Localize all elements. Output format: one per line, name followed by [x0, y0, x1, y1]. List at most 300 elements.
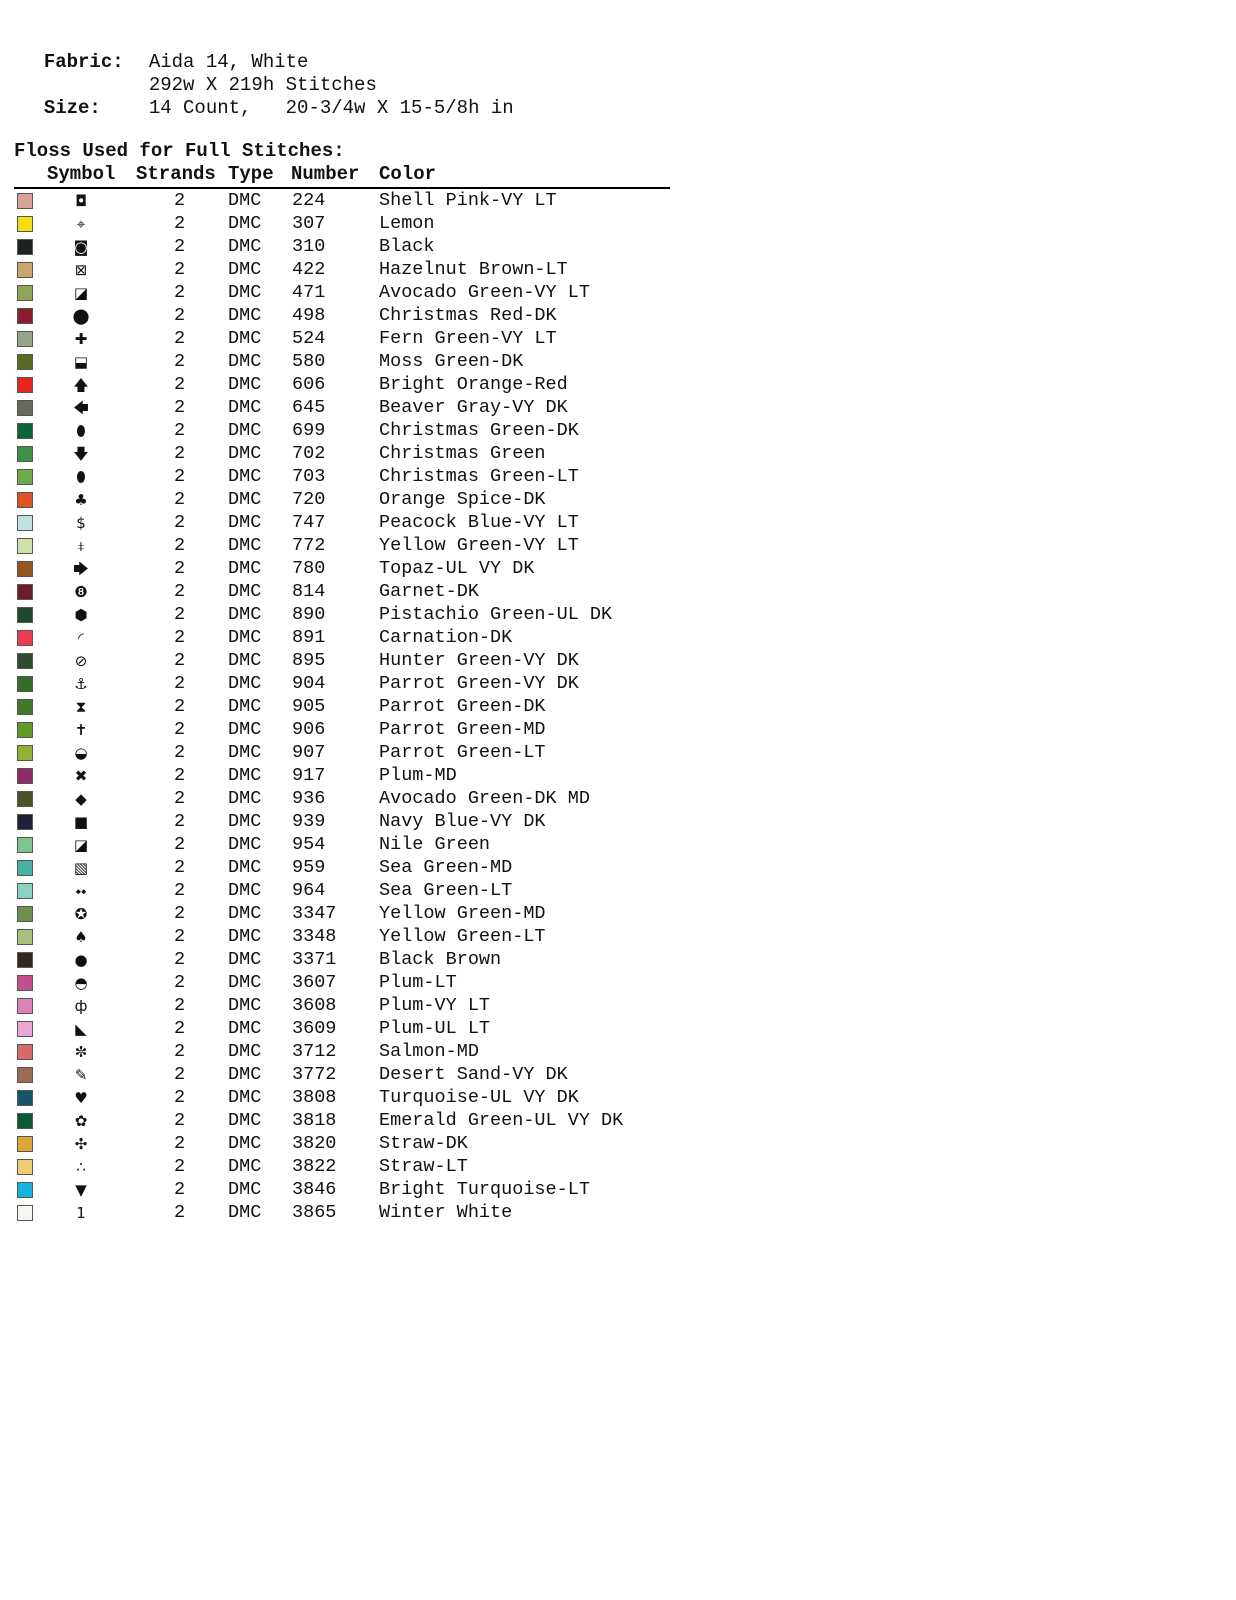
color-swatch — [17, 285, 33, 301]
strands-value: 2 — [174, 765, 186, 786]
number-value: 699 — [292, 420, 326, 441]
table-row — [14, 742, 670, 765]
table-row — [14, 972, 670, 995]
type-value: DMC — [228, 627, 262, 648]
number-value: 3865 — [292, 1202, 337, 1223]
symbol-glyph: ◜ — [78, 629, 84, 647]
col-strands: Strands — [136, 163, 216, 185]
color-name: Emerald Green-UL VY DK — [379, 1110, 624, 1131]
number-value: 907 — [292, 742, 326, 763]
number-value: 3820 — [292, 1133, 337, 1154]
color-name: Salmon-MD — [379, 1041, 479, 1062]
number-value: 747 — [292, 512, 326, 533]
col-color: Color — [379, 163, 437, 185]
type-value: DMC — [228, 328, 262, 349]
floss-table — [14, 190, 670, 1225]
table-row — [14, 880, 670, 903]
table-row — [14, 1156, 670, 1179]
type-value: DMC — [228, 903, 262, 924]
type-value: DMC — [228, 374, 262, 395]
strands-value: 2 — [174, 857, 186, 878]
color-swatch — [17, 492, 33, 508]
symbol-glyph: ◒ — [74, 744, 88, 762]
type-value: DMC — [228, 282, 262, 303]
type-value: DMC — [228, 995, 262, 1016]
number-value: 3348 — [292, 926, 337, 947]
symbol-glyph: ▼ — [75, 1181, 87, 1199]
type-value: DMC — [228, 673, 262, 694]
table-header — [14, 163, 670, 189]
number-value: 524 — [292, 328, 326, 349]
color-name: Black Brown — [379, 949, 502, 970]
symbol-glyph: $ — [76, 514, 86, 532]
color-name: Bright Turquoise-LT — [379, 1179, 590, 1200]
col-number: Number — [291, 163, 360, 185]
size-line — [21, 74, 514, 120]
type-value: DMC — [228, 926, 262, 947]
strands-value: 2 — [174, 995, 186, 1016]
type-value: DMC — [228, 1133, 262, 1154]
symbol-glyph: ✼ — [74, 1043, 88, 1061]
color-name: Parrot Green-MD — [379, 719, 546, 740]
strands-value: 2 — [174, 604, 186, 625]
type-value: DMC — [228, 351, 262, 372]
strands-value: 2 — [174, 1087, 186, 1108]
symbol-glyph: ◪ — [73, 284, 89, 302]
color-swatch — [17, 975, 33, 991]
strands-value: 2 — [174, 1202, 186, 1223]
color-name: Plum-UL LT — [379, 1018, 491, 1039]
strands-value: 2 — [174, 420, 186, 441]
type-value: DMC — [228, 259, 262, 280]
number-value: 702 — [292, 443, 326, 464]
table-row — [14, 765, 670, 788]
color-swatch — [17, 722, 33, 738]
symbol-glyph: ✣ — [74, 1135, 88, 1153]
number-value: 964 — [292, 880, 326, 901]
strands-value: 2 — [174, 834, 186, 855]
type-value: DMC — [228, 719, 262, 740]
table-row — [14, 1110, 670, 1133]
symbol-glyph: ✖ — [74, 767, 88, 785]
number-value: 703 — [292, 466, 326, 487]
symbol-glyph: ⬮ — [76, 468, 86, 486]
type-value: DMC — [228, 558, 262, 579]
color-swatch — [17, 469, 33, 485]
number-value: 3607 — [292, 972, 337, 993]
color-swatch — [17, 607, 33, 623]
type-value: DMC — [228, 443, 262, 464]
type-value: DMC — [228, 535, 262, 556]
table-row — [14, 627, 670, 650]
type-value: DMC — [228, 190, 262, 211]
strands-value: 2 — [174, 1064, 186, 1085]
color-name: Moss Green-DK — [379, 351, 524, 372]
color-swatch — [17, 262, 33, 278]
color-swatch — [17, 1021, 33, 1037]
type-value: DMC — [228, 811, 262, 832]
number-value: 3772 — [292, 1064, 337, 1085]
type-value: DMC — [228, 742, 262, 763]
number-value: 3808 — [292, 1087, 337, 1108]
table-row — [14, 328, 670, 351]
table-row — [14, 236, 670, 259]
symbol-glyph: ∴ — [76, 1158, 86, 1176]
color-name: Plum-LT — [379, 972, 457, 993]
symbol-glyph: ♣ — [74, 491, 88, 509]
color-name: Fern Green-VY LT — [379, 328, 557, 349]
type-value: DMC — [228, 213, 262, 234]
color-swatch — [17, 446, 33, 462]
table-row — [14, 512, 670, 535]
type-value: DMC — [228, 1110, 262, 1131]
strands-value: 2 — [174, 742, 186, 763]
fabric-value: Aida 14, White — [148, 51, 309, 73]
strands-value: 2 — [174, 627, 186, 648]
color-name: Yellow Green-MD — [379, 903, 546, 924]
symbol-glyph: ф — [74, 997, 88, 1015]
symbol-glyph: ⚓ — [74, 675, 88, 693]
size-label: Size: — [43, 97, 101, 119]
strands-value: 2 — [174, 949, 186, 970]
type-value: DMC — [228, 236, 262, 257]
color-name: Christmas Green-LT — [379, 466, 579, 487]
color-swatch — [17, 998, 33, 1014]
color-swatch — [17, 354, 33, 370]
symbol-glyph: ◆ — [75, 790, 87, 808]
color-name: Garnet-DK — [379, 581, 479, 602]
color-swatch — [17, 1090, 33, 1106]
number-value: 471 — [292, 282, 326, 303]
strands-value: 2 — [174, 397, 186, 418]
color-name: Avocado Green-DK MD — [379, 788, 590, 809]
color-swatch — [17, 1136, 33, 1152]
type-value: DMC — [228, 397, 262, 418]
color-swatch — [17, 423, 33, 439]
color-swatch — [17, 791, 33, 807]
color-swatch — [17, 1067, 33, 1083]
symbol-glyph: ⬢ — [74, 606, 88, 624]
number-value: 498 — [292, 305, 326, 326]
color-swatch — [17, 515, 33, 531]
color-name: Hunter Green-VY DK — [379, 650, 579, 671]
symbol-glyph: ✿ — [74, 1112, 88, 1130]
number-value: 890 — [292, 604, 326, 625]
symbol-glyph: ◣ — [75, 1020, 87, 1038]
strands-value: 2 — [174, 788, 186, 809]
type-value: DMC — [228, 857, 262, 878]
color-swatch — [17, 308, 33, 324]
type-value: DMC — [228, 581, 262, 602]
number-value: 772 — [292, 535, 326, 556]
symbol-glyph: ⧧ — [77, 537, 85, 555]
strands-value: 2 — [174, 1110, 186, 1131]
color-swatch — [17, 676, 33, 692]
symbol-glyph: ⬩⬩ — [75, 882, 87, 900]
strands-value: 2 — [174, 466, 186, 487]
type-value: DMC — [228, 696, 262, 717]
color-swatch — [17, 952, 33, 968]
number-value: 891 — [292, 627, 326, 648]
number-value: 959 — [292, 857, 326, 878]
number-value: 814 — [292, 581, 326, 602]
number-value: 917 — [292, 765, 326, 786]
table-row — [14, 949, 670, 972]
type-value: DMC — [228, 1179, 262, 1200]
number-value: 3712 — [292, 1041, 337, 1062]
type-value: DMC — [228, 604, 262, 625]
table-row — [14, 673, 670, 696]
color-swatch — [17, 1205, 33, 1221]
stitches-value: 292w X 219h Stitches — [148, 74, 377, 96]
color-swatch — [17, 814, 33, 830]
number-value: 780 — [292, 558, 326, 579]
type-value: DMC — [228, 489, 262, 510]
type-value: DMC — [228, 650, 262, 671]
table-row — [14, 466, 670, 489]
color-name: Parrot Green-LT — [379, 742, 546, 763]
strands-value: 2 — [174, 282, 186, 303]
symbol-glyph: ◙ — [73, 238, 89, 256]
strands-value: 2 — [174, 259, 186, 280]
fabric-label: Fabric: — [43, 51, 124, 73]
table-row — [14, 351, 670, 374]
strands-value: 2 — [174, 903, 186, 924]
number-value: 310 — [292, 236, 326, 257]
table-row — [14, 374, 670, 397]
color-swatch — [17, 929, 33, 945]
color-name: Black — [379, 236, 435, 257]
type-value: DMC — [228, 880, 262, 901]
type-value: DMC — [228, 834, 262, 855]
symbol-glyph: ⊠ — [74, 261, 88, 279]
color-name: Pistachio Green-UL DK — [379, 604, 613, 625]
col-symbol: Symbol — [47, 163, 116, 185]
color-name: Sea Green-MD — [379, 857, 513, 878]
symbol-glyph: 🡅 — [73, 376, 89, 394]
strands-value: 2 — [174, 1041, 186, 1062]
symbol-glyph: ✚ — [74, 330, 88, 348]
type-value: DMC — [228, 466, 262, 487]
symbol-glyph: ♥ — [74, 1089, 88, 1107]
color-swatch — [17, 699, 33, 715]
symbol-glyph: ⧗ — [75, 698, 87, 716]
table-row — [14, 1064, 670, 1087]
table-row — [14, 1041, 670, 1064]
strands-value: 2 — [174, 1156, 186, 1177]
color-name: Desert Sand-VY DK — [379, 1064, 568, 1085]
color-name: Yellow Green-LT — [379, 926, 546, 947]
type-value: DMC — [228, 1018, 262, 1039]
symbol-glyph: ● — [74, 951, 88, 969]
strands-value: 2 — [174, 1018, 186, 1039]
table-row — [14, 788, 670, 811]
table-row — [14, 719, 670, 742]
strands-value: 2 — [174, 512, 186, 533]
strands-value: 2 — [174, 190, 186, 211]
color-name: Peacock Blue-VY LT — [379, 512, 579, 533]
color-swatch — [17, 745, 33, 761]
table-row — [14, 926, 670, 949]
table-row — [14, 443, 670, 466]
color-swatch — [17, 653, 33, 669]
table-row — [14, 1202, 670, 1225]
color-swatch — [17, 239, 33, 255]
symbol-glyph: ⬮ — [76, 422, 86, 440]
type-value: DMC — [228, 1064, 262, 1085]
color-swatch — [17, 538, 33, 554]
table-row — [14, 1179, 670, 1202]
type-value: DMC — [228, 1087, 262, 1108]
table-row — [14, 604, 670, 627]
strands-value: 2 — [174, 535, 186, 556]
type-value: DMC — [228, 1041, 262, 1062]
color-name: Parrot Green-VY DK — [379, 673, 579, 694]
number-value: 580 — [292, 351, 326, 372]
strands-value: 2 — [174, 443, 186, 464]
symbol-glyph: ◓ — [74, 974, 88, 992]
table-row — [14, 857, 670, 880]
strands-value: 2 — [174, 719, 186, 740]
table-row — [14, 1018, 670, 1041]
number-value: 3818 — [292, 1110, 337, 1131]
size-value: 14 Count, 20-3/4w X 15-5/8h in — [148, 97, 514, 119]
color-name: Bright Orange-Red — [379, 374, 568, 395]
symbol-glyph: ✝ — [74, 721, 88, 739]
color-name: Christmas Green — [379, 443, 546, 464]
strands-value: 2 — [174, 880, 186, 901]
symbol-glyph: 🡄 — [73, 399, 89, 417]
number-value: 606 — [292, 374, 326, 395]
color-swatch — [17, 837, 33, 853]
strands-value: 2 — [174, 236, 186, 257]
table-row — [14, 397, 670, 420]
color-name: Orange Spice-DK — [379, 489, 546, 510]
symbol-glyph: ✎ — [74, 1066, 88, 1084]
color-name: Parrot Green-DK — [379, 696, 546, 717]
type-value: DMC — [228, 1202, 262, 1223]
color-name: Carnation-DK — [379, 627, 513, 648]
number-value: 895 — [292, 650, 326, 671]
color-swatch — [17, 377, 33, 393]
color-swatch — [17, 1159, 33, 1175]
color-swatch — [17, 331, 33, 347]
color-name: Winter White — [379, 1202, 513, 1223]
color-name: Yellow Green-VY LT — [379, 535, 579, 556]
type-value: DMC — [228, 949, 262, 970]
number-value: 936 — [292, 788, 326, 809]
number-value: 3609 — [292, 1018, 337, 1039]
strands-value: 2 — [174, 558, 186, 579]
color-name: Nile Green — [379, 834, 491, 855]
table-row — [14, 558, 670, 581]
strands-value: 2 — [174, 489, 186, 510]
color-name: Plum-MD — [379, 765, 457, 786]
table-row — [14, 1133, 670, 1156]
strands-value: 2 — [174, 673, 186, 694]
type-value: DMC — [228, 512, 262, 533]
color-name: Lemon — [379, 213, 435, 234]
color-name: Straw-LT — [379, 1156, 468, 1177]
number-value: 645 — [292, 397, 326, 418]
type-value: DMC — [228, 305, 262, 326]
table-row — [14, 696, 670, 719]
symbol-glyph: ⬓ — [73, 353, 89, 371]
strands-value: 2 — [174, 972, 186, 993]
table-row — [14, 282, 670, 305]
strands-value: 2 — [174, 1133, 186, 1154]
strands-value: 2 — [174, 213, 186, 234]
symbol-glyph: ❽ — [74, 583, 88, 601]
number-value: 3822 — [292, 1156, 337, 1177]
number-value: 3347 — [292, 903, 337, 924]
symbol-glyph: ⌖ — [76, 215, 86, 233]
table-row — [14, 834, 670, 857]
number-value: 905 — [292, 696, 326, 717]
number-value: 720 — [292, 489, 326, 510]
table-row — [14, 650, 670, 673]
color-name: Straw-DK — [379, 1133, 468, 1154]
strands-value: 2 — [174, 328, 186, 349]
section-title: Floss Used for Full Stitches: — [14, 140, 345, 162]
strands-value: 2 — [174, 581, 186, 602]
number-value: 939 — [292, 811, 326, 832]
color-swatch — [17, 630, 33, 646]
symbol-glyph: ⊘ — [74, 652, 88, 670]
symbol-glyph: ♠ — [74, 928, 88, 946]
number-value: 906 — [292, 719, 326, 740]
strands-value: 2 — [174, 650, 186, 671]
color-name: Navy Blue-VY DK — [379, 811, 546, 832]
symbol-glyph: ⬤ — [72, 307, 90, 325]
color-name: Christmas Green-DK — [379, 420, 579, 441]
strands-value: 2 — [174, 351, 186, 372]
number-value: 422 — [292, 259, 326, 280]
type-value: DMC — [228, 765, 262, 786]
strands-value: 2 — [174, 926, 186, 947]
table-row — [14, 305, 670, 328]
table-row — [14, 1087, 670, 1110]
color-swatch — [17, 1182, 33, 1198]
type-value: DMC — [228, 972, 262, 993]
color-name: Turquoise-UL VY DK — [379, 1087, 579, 1108]
color-swatch — [17, 1044, 33, 1060]
color-swatch — [17, 400, 33, 416]
strands-value: 2 — [174, 696, 186, 717]
strands-value: 2 — [174, 1179, 186, 1200]
symbol-glyph: ✪ — [74, 905, 88, 923]
table-row — [14, 259, 670, 282]
symbol-glyph: ▧ — [73, 859, 89, 877]
number-value: 904 — [292, 673, 326, 694]
color-swatch — [17, 906, 33, 922]
symbol-glyph: 🡆 — [73, 560, 89, 578]
symbol-glyph: ■ — [73, 813, 89, 831]
type-value: DMC — [228, 788, 262, 809]
type-value: DMC — [228, 1156, 262, 1177]
number-value: 3608 — [292, 995, 337, 1016]
number-value: 3371 — [292, 949, 337, 970]
number-value: 224 — [292, 190, 326, 211]
color-name: Christmas Red-DK — [379, 305, 557, 326]
symbol-glyph: ◘ — [75, 192, 87, 210]
color-name: Plum-VY LT — [379, 995, 491, 1016]
strands-value: 2 — [174, 811, 186, 832]
color-name: Beaver Gray-VY DK — [379, 397, 568, 418]
color-name: Sea Green-LT — [379, 880, 513, 901]
color-swatch — [17, 883, 33, 899]
table-row — [14, 581, 670, 604]
